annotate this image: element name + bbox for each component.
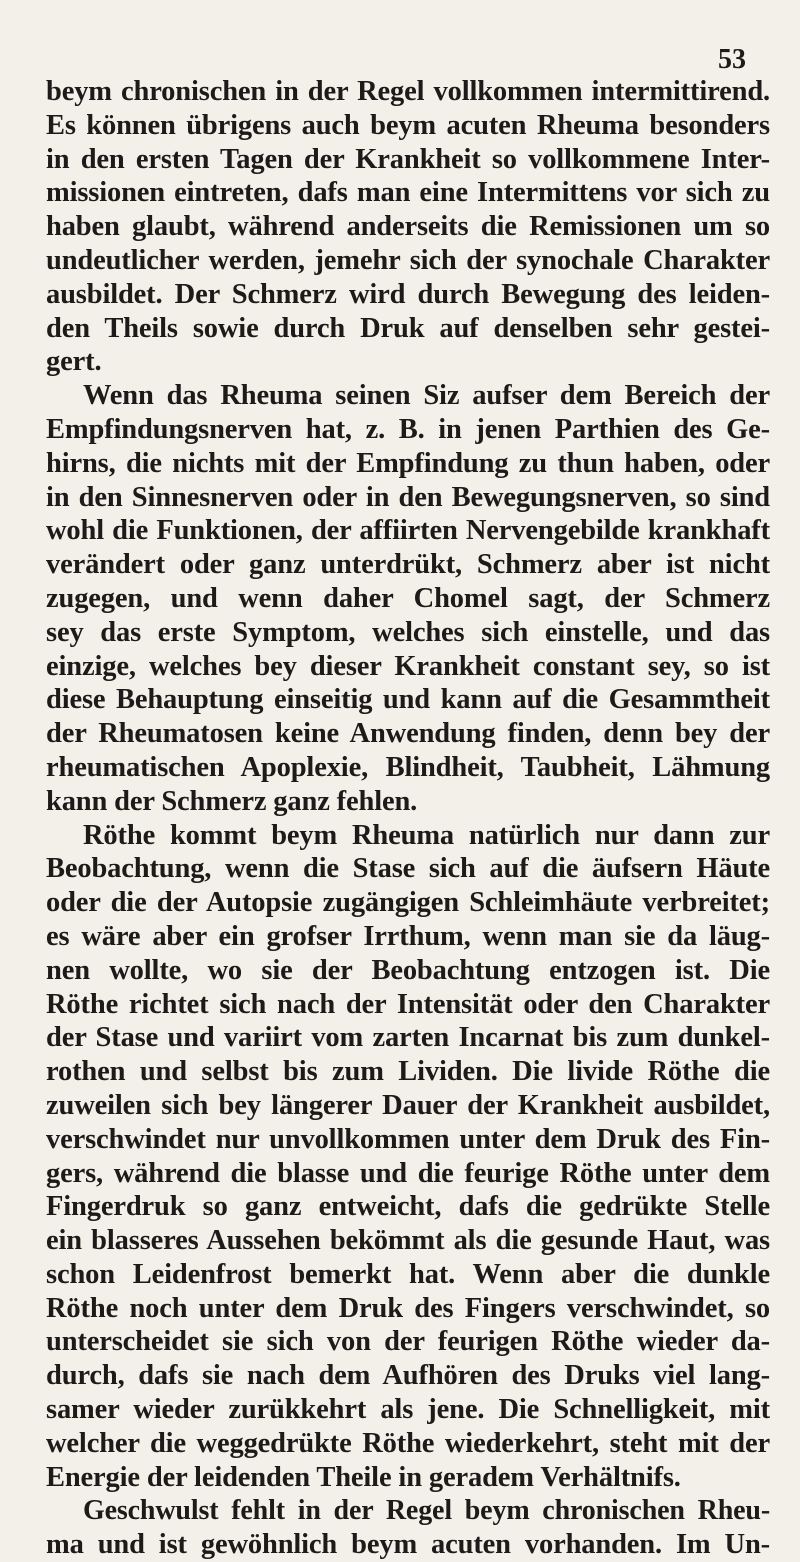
text-line: verändert oder ganz unterdrükt, Schmerz aber ist nicht — [46, 549, 770, 581]
body-text — [46, 75, 770, 1562]
text-line: diese Behauptung einseitig und kann auf die Gesammtheit — [46, 684, 770, 716]
text-line: welcher die weggedrükte Röthe wiederkehrt, steht mit der — [46, 1427, 770, 1459]
text-line: Geschwulst fehlt in der Regel beym chronischen Rheu- — [83, 1495, 770, 1527]
text-line: kann der Schmerz ganz fehlen. — [46, 785, 418, 817]
text-line: Wenn das Rheuma seinen Siz aufser dem Bereich der — [83, 380, 770, 412]
text-line: ausbildet. Der Schmerz wird durch Bewegung des leiden- — [46, 278, 770, 310]
text-line: ma und ist gewöhnlich beym acuten vorhanden. Im Un- — [46, 1529, 770, 1561]
text-line: beym chronischen in der Regel vollkommen intermittirend. — [46, 76, 770, 107]
text-line: unterscheidet sie sich von der feurigen Röthe wieder da- — [46, 1326, 770, 1358]
text-line: Röthe noch unter dem Druk des Fingers verschwindet, so — [46, 1292, 770, 1324]
text-line: zugegen, und wenn daher Chomel sagt, der Schmerz — [46, 582, 770, 614]
text-line: verschwindet nur unvollkommen unter dem Druk des Fin- — [46, 1123, 770, 1155]
text-line: Empfindungsnerven hat, z. B. in jenen Parthien des Ge- — [46, 413, 770, 445]
text-line: schon Leidenfrost bemerkt hat. Wenn aber die dunkle — [46, 1258, 770, 1290]
text-line: oder die der Autopsie zugängigen Schleimhäute verbreitet; — [46, 887, 770, 919]
text-line: der Stase und variirt vom zarten Incarnat bis zum dunkel- — [46, 1022, 770, 1054]
text-line: durch, dafs sie nach dem Aufhören des Druks viel lang- — [46, 1360, 770, 1392]
text-line: Es können übrigens auch beym acuten Rheuma besonders — [46, 109, 770, 141]
text-line: wohl die Funktionen, der affiirten Nervengebilde krankhaft — [46, 515, 770, 547]
text-line: missionen eintreten, dafs man eine Intermittens vor sich zu — [46, 177, 770, 209]
text-line: Röthe richtet sich nach der Intensität oder den Charakter — [46, 988, 770, 1020]
text-line: samer wieder zurükkehrt als jene. Die Schnelligkeit, mit — [46, 1394, 770, 1426]
text-line: es wäre aber ein grofser Irrthum, wenn man sie da läug- — [46, 920, 770, 952]
page-number: 53 — [718, 44, 746, 75]
text-line: Fingerdruk so ganz entweicht, dafs die gedrükte Stelle — [46, 1191, 770, 1223]
text-line: Röthe kommt beym Rheuma natürlich nur dann zur — [83, 819, 770, 851]
text-line: Energie der leidenden Theile in geradem Verhältnifs. — [46, 1461, 681, 1493]
text-line: gers, während die blasse und die feurige Röthe unter dem — [46, 1157, 770, 1189]
text-line: in den Sinnesnerven oder in den Bewegungsnerven, so sind — [46, 481, 770, 513]
text-line: zuweilen sich bey längerer Dauer der Krankheit ausbildet, — [46, 1089, 770, 1121]
text-line: rheumatischen Apoplexie, Blindheit, Taubheit, Lähmung — [46, 751, 770, 783]
text-line: der Rheumatosen keine Anwendung finden, denn bey der — [46, 718, 770, 750]
text-line: nen wollte, wo sie der Beobachtung entzogen ist. Die — [46, 954, 770, 986]
text-line: einzige, welches bey dieser Krankheit constant sey, so ist — [46, 650, 770, 682]
text-line: haben glaubt, während anderseits die Remissionen um so — [46, 211, 770, 243]
text-line: hirns, die nichts mit der Empfindung zu thun haben, oder — [46, 447, 770, 479]
text-line: Beobachtung, wenn die Stase sich auf die äufsern Häute — [46, 853, 770, 885]
text-line: rothen und selbst bis zum Lividen. Die livide Röthe die — [46, 1056, 770, 1088]
text-line: sey das erste Symptom, welches sich einstelle, und das — [46, 616, 770, 648]
text-line: gert. — [46, 346, 102, 378]
text-line: den Theils sowie durch Druk auf denselben sehr gestei- — [46, 312, 770, 344]
text-line: undeutlicher werden, jemehr sich der synochale Charakter — [46, 244, 770, 276]
text-line: in den ersten Tagen der Krankheit so vollkommene Inter- — [46, 143, 770, 175]
text-line: ein blasseres Aussehen bekömmt als die gesunde Haut, was — [46, 1225, 770, 1257]
